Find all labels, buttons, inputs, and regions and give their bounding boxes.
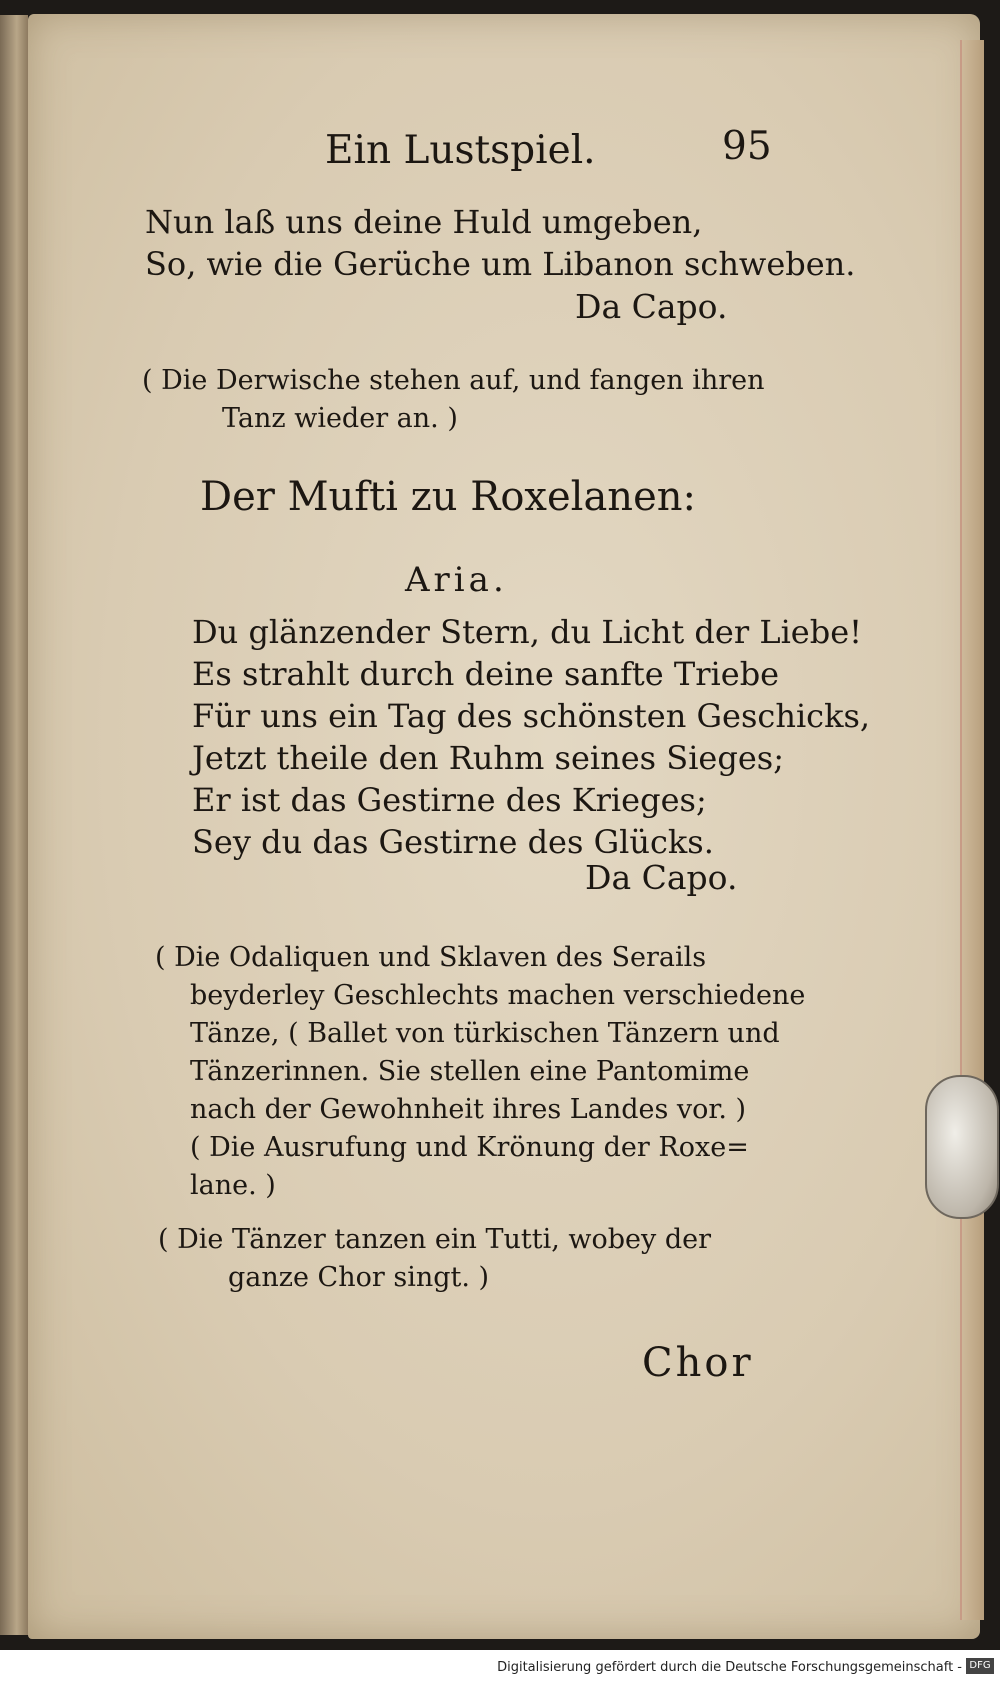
stage-direction-line: ganze Chor singt. ) — [228, 1262, 490, 1293]
footer-text: Digitalisierung gefördert durch die Deutsche Forschungsgemeinschaft - — [497, 1660, 962, 1675]
stage-direction-line: Tänzerinnen. Sie stellen eine Pantomime — [190, 1056, 750, 1087]
aria-line: Für uns ein Tag des schönsten Geschicks, — [192, 697, 871, 735]
stage-direction-line: nach der Gewohnheit ihres Landes vor. ) — [190, 1094, 747, 1125]
page-number: 95 — [722, 124, 772, 169]
stage-direction-line: lane. ) — [190, 1170, 276, 1201]
da-capo: Da Capo. — [575, 287, 728, 326]
stage-direction-line: ( Die Derwische stehen auf, und fangen ihren — [142, 365, 765, 396]
stage-direction-line: Tanz wieder an. ) — [222, 403, 458, 434]
stage-direction-line: ( Die Odaliquen und Sklaven des Serails — [155, 942, 707, 973]
digitization-footer — [0, 1650, 1000, 1683]
aria-line: Er ist das Gestirne des Krieges; — [192, 781, 707, 819]
aria-line: Sey du das Gestirne des Glücks. — [192, 823, 714, 861]
dfg-logo-icon: DFG — [966, 1658, 994, 1674]
verse-line: Nun laß uns deine Huld umgeben, — [145, 203, 703, 241]
speaker-heading: Der Mufti zu Roxelanen: — [200, 474, 696, 520]
running-head: Ein Lustspiel. — [325, 128, 596, 173]
page-edge — [960, 40, 984, 1620]
stage-direction-line: beyderley Geschlechts machen verschiedene — [190, 980, 806, 1011]
stage-direction-line: Tänze, ( Ballet von türkischen Tänzern und — [190, 1018, 780, 1049]
aria-line: Es strahlt durch deine sanfte Triebe — [192, 655, 780, 693]
stage-direction-line: ( Die Tänzer tanzen ein Tutti, wobey der — [158, 1224, 711, 1255]
book-spine — [0, 15, 28, 1635]
aria-line: Du glänzender Stern, du Licht der Liebe! — [192, 613, 863, 651]
aria-heading: Aria. — [405, 560, 508, 600]
catchword: Chor — [642, 1340, 754, 1386]
da-capo: Da Capo. — [585, 858, 738, 897]
page-clip — [925, 1075, 999, 1219]
verse-line: So, wie die Gerüche um Libanon schweben. — [145, 245, 856, 283]
stage-direction-line: ( Die Ausrufung und Krönung der Roxe= — [190, 1132, 749, 1163]
aria-line: Jetzt theile den Ruhm seines Sieges; — [192, 739, 784, 777]
